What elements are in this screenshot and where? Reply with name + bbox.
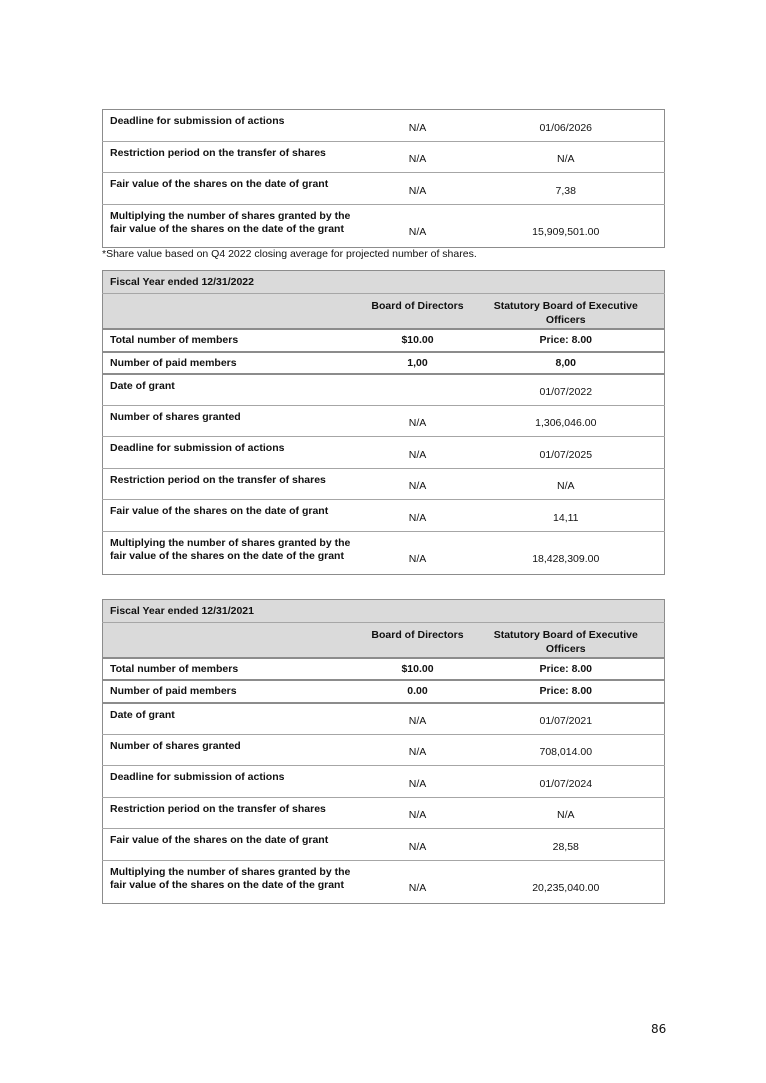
- row-label-line2: fair value of the shares on the date of the grant: [110, 223, 344, 235]
- col-header-sbeo: [468, 294, 665, 329]
- row-label-line1: Multiplying the number of shares granted by the: [110, 537, 351, 549]
- row-label: Total number of members: [103, 658, 368, 680]
- bod-value: N/A: [408, 121, 427, 134]
- row-label: Number of paid members: [103, 352, 368, 374]
- row-label: Date of grant: [103, 703, 368, 735]
- table-row: [103, 766, 665, 798]
- sbeo-value: 01/07/2025: [468, 437, 665, 469]
- sbeo-value: 01/07/2021: [468, 703, 665, 735]
- bod-value: N/A: [368, 500, 468, 532]
- table-row: [103, 173, 665, 205]
- row-label-line2: fair value of the shares on the date of the grant: [110, 879, 344, 891]
- column-header-row: [103, 623, 665, 658]
- sbeo-value: 1,306,046.00: [468, 406, 665, 437]
- bod-value: N/A: [368, 829, 468, 861]
- table-fy2021: [102, 599, 665, 904]
- row-label: Deadline for submission of actions: [110, 115, 285, 127]
- row-label: [103, 205, 368, 248]
- table-row: [103, 352, 665, 374]
- table-row: [103, 703, 665, 735]
- col-header-bod: Board of Directors: [368, 294, 468, 329]
- row-label: Number of paid members: [103, 680, 368, 703]
- table-row: [103, 437, 665, 469]
- sbeo-value: N/A: [468, 469, 665, 500]
- sbeo-value: 01/07/2024: [468, 766, 665, 798]
- col-header-sbeo-line2: Officers: [545, 314, 586, 326]
- bod-value: $10.00: [368, 658, 468, 680]
- table-row: [103, 532, 665, 575]
- col-header-sbeo-line1: Statutory Board of Executive: [493, 300, 638, 312]
- page-number: 86: [651, 1022, 667, 1036]
- footnote: *Share value based on Q4 2022 closing average for projected number of shares.: [102, 248, 477, 260]
- col-header-bod: Board of Directors: [368, 623, 468, 658]
- table-row: [103, 406, 665, 437]
- empty-header: [103, 623, 368, 658]
- bod-value: N/A: [368, 469, 468, 500]
- sbeo-value: N/A: [468, 142, 665, 173]
- table-row: [103, 658, 665, 680]
- bod-value: N/A: [368, 735, 468, 766]
- sbeo-value: 01/07/2022: [468, 374, 665, 406]
- bod-value: N/A: [368, 205, 468, 248]
- table-row: [103, 500, 665, 532]
- bod-value: N/A: [368, 532, 468, 575]
- row-label: Restriction period on the transfer of shares: [103, 142, 368, 173]
- col-header-sbeo: [468, 623, 665, 658]
- sbeo-value: 8,00: [468, 352, 665, 374]
- row-label: Fair value of the shares on the date of grant: [103, 829, 368, 861]
- row-label: Deadline for submission of actions: [103, 437, 368, 469]
- sbeo-value: Price: 8.00: [468, 658, 665, 680]
- table-row: [103, 142, 665, 173]
- table-row: [103, 798, 665, 829]
- row-label: Fair value of the shares on the date of grant: [103, 173, 368, 205]
- bod-value: 0.00: [368, 680, 468, 703]
- sbeo-value: 28,58: [468, 829, 665, 861]
- table-title-row: [103, 271, 665, 294]
- bod-value: 1,00: [368, 352, 468, 374]
- sbeo-value: 15,909,501.00: [468, 205, 665, 248]
- table-row: [103, 205, 665, 248]
- table-row: [103, 735, 665, 766]
- top-table: [102, 109, 665, 248]
- table-row: [103, 374, 665, 406]
- row-label: Restriction period on the transfer of shares: [103, 798, 368, 829]
- row-label: Total number of members: [103, 329, 368, 352]
- table-row: [103, 829, 665, 861]
- row-label: Number of shares granted: [103, 406, 368, 437]
- row-label: Number of shares granted: [103, 735, 368, 766]
- row-label-line2: fair value of the shares on the date of the grant: [110, 550, 344, 562]
- sbeo-value: 7,38: [468, 173, 665, 205]
- row-label: Restriction period on the transfer of shares: [103, 469, 368, 500]
- bod-value: N/A: [368, 437, 468, 469]
- table-row: [103, 110, 665, 142]
- table-row: [103, 329, 665, 352]
- row-label: Date of grant: [103, 374, 368, 406]
- sbeo-value: 14,11: [468, 500, 665, 532]
- col-header-sbeo-line1: Statutory Board of Executive: [493, 629, 638, 641]
- row-label-line1: Multiplying the number of shares granted by the: [110, 210, 351, 222]
- row-label-line1: Multiplying the number of shares granted by the: [110, 866, 351, 878]
- bod-value: N/A: [368, 406, 468, 437]
- sbeo-value: 20,235,040.00: [468, 861, 665, 904]
- bod-value: N/A: [368, 142, 468, 173]
- sbeo-value: 01/06/2026: [539, 121, 593, 134]
- bod-value: $10.00: [368, 329, 468, 352]
- sbeo-value: Price: 8.00: [468, 329, 665, 352]
- bod-value: N/A: [368, 798, 468, 829]
- empty-header: [103, 294, 368, 329]
- table-fy2022: [102, 270, 665, 575]
- row-label: Fair value of the shares on the date of grant: [103, 500, 368, 532]
- table-title: Fiscal Year ended 12/31/2021: [103, 600, 665, 623]
- table-row: [103, 861, 665, 904]
- sbeo-value: Price: 8.00: [468, 680, 665, 703]
- row-label: [103, 532, 368, 575]
- bod-value: N/A: [368, 861, 468, 904]
- bod-value: N/A: [368, 703, 468, 735]
- bod-value: N/A: [368, 173, 468, 205]
- column-header-row: [103, 294, 665, 329]
- sbeo-value: 708,014.00: [468, 735, 665, 766]
- sbeo-value: N/A: [468, 798, 665, 829]
- bod-value: N/A: [368, 766, 468, 798]
- row-label: [103, 861, 368, 904]
- table-title-row: [103, 600, 665, 623]
- col-header-sbeo-line2: Officers: [545, 643, 586, 655]
- table-row: [103, 469, 665, 500]
- row-label: Deadline for submission of actions: [103, 766, 368, 798]
- table-row: [103, 680, 665, 703]
- sbeo-value: 18,428,309.00: [468, 532, 665, 575]
- table-title: Fiscal Year ended 12/31/2022: [103, 271, 665, 294]
- bod-value: [368, 374, 468, 406]
